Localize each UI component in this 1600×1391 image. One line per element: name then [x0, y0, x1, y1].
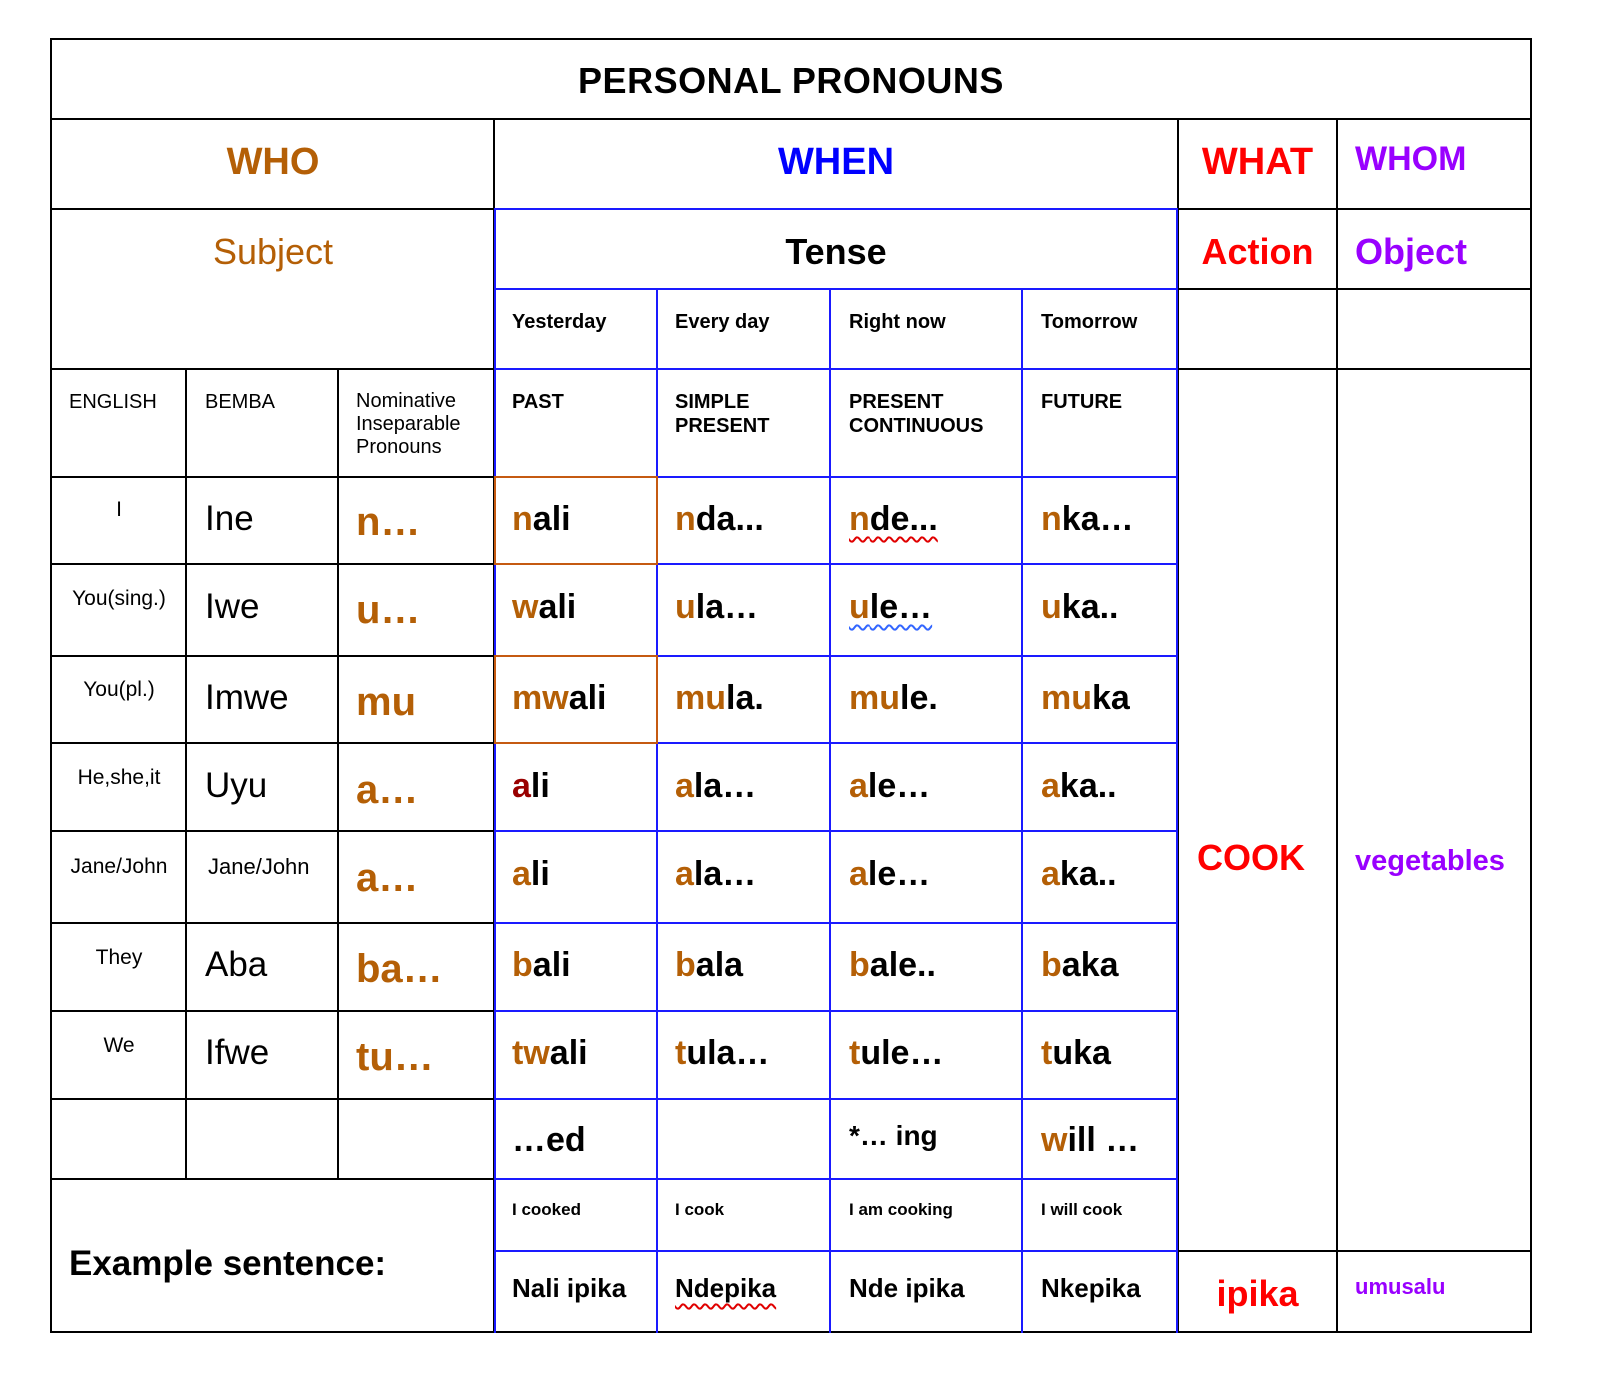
- row-3-cont: mule.: [849, 679, 938, 717]
- highlight-line: [494, 655, 496, 744]
- example-action: ipika: [1216, 1273, 1299, 1314]
- row-3-simple: mula.: [675, 679, 764, 717]
- grid-line: [337, 368, 339, 1180]
- grid-line: [656, 288, 658, 1333]
- example-bemba-simple: Ndepika: [675, 1273, 777, 1303]
- grid-line: [50, 742, 495, 744]
- label-nominative: Nominative Inseparable Pronouns: [356, 390, 461, 458]
- example-object: umusalu: [1355, 1274, 1446, 1299]
- subject-header: Subject: [212, 231, 334, 272]
- example-en-simple: I cook: [675, 1200, 725, 1219]
- highlight-line: [494, 655, 658, 657]
- row-6-past: bali: [512, 946, 571, 984]
- row-1-cont: nde...: [849, 500, 938, 538]
- row-7-pronoun: tu…: [356, 1035, 434, 1079]
- object-value: vegetables: [1355, 845, 1505, 877]
- grid-line: [185, 368, 187, 1180]
- grid-line: [50, 563, 495, 565]
- row-5-past: ali: [512, 855, 550, 893]
- row-4-simple: ala…: [675, 767, 757, 805]
- grid-line: [50, 1178, 495, 1180]
- row-6-cont: bale..: [849, 946, 936, 984]
- example-en-future: I will cook: [1041, 1200, 1123, 1219]
- grid-line: [50, 368, 495, 370]
- grid-line: [494, 922, 1178, 924]
- grid-line: [494, 208, 1178, 210]
- label-english: ENGLISH: [69, 391, 157, 413]
- label-simple-present: SIMPLE PRESENT: [675, 391, 770, 437]
- row-4-future: aka..: [1041, 767, 1117, 805]
- row-1-future: nka…: [1041, 500, 1134, 538]
- row-7-simple: tula…: [675, 1034, 770, 1072]
- grid-line: [50, 830, 495, 832]
- tense-header: Tense: [785, 231, 887, 272]
- grid-line: [50, 1010, 495, 1012]
- row-2-simple: ula…: [675, 588, 759, 626]
- what-header: WHAT: [1201, 141, 1314, 183]
- grid-line: [1178, 288, 1532, 290]
- grid-line: [50, 1331, 1532, 1333]
- time-yesterday: Yesterday: [512, 311, 607, 333]
- grid-line: [829, 288, 831, 1333]
- example-bemba-future: Nkepika: [1041, 1273, 1141, 1303]
- grid-line: [494, 1010, 1178, 1012]
- example-bemba-past: Nali ipika: [512, 1273, 627, 1303]
- row-7-bemba: Ifwe: [205, 1033, 270, 1072]
- highlight-line: [656, 655, 658, 744]
- ending-future: will …: [1041, 1121, 1140, 1159]
- time-every-day: Every day: [675, 311, 770, 333]
- time-right-now: Right now: [849, 311, 946, 333]
- grid-line: [1336, 118, 1338, 1333]
- row-3-pronoun: mu: [356, 680, 416, 724]
- grid-line: [50, 118, 1532, 120]
- row-4-pronoun: a…: [356, 768, 419, 812]
- row-4-past: ali: [512, 767, 550, 805]
- example-bemba-cont: Nde ipika: [849, 1273, 965, 1303]
- action-header: Action: [1201, 231, 1314, 272]
- row-4-cont: ale…: [849, 767, 931, 805]
- row-6-pronoun: ba…: [356, 947, 443, 991]
- grid-line: [494, 208, 496, 1333]
- grid-line: [494, 1178, 1178, 1180]
- row-2-cont: ule…: [849, 588, 933, 626]
- row-1-past: nali: [512, 500, 571, 538]
- row-7-past: twali: [512, 1034, 588, 1072]
- whom-header: WHOM: [1355, 140, 1467, 178]
- label-present-continuous: PRESENT CONTINUOUS: [849, 391, 984, 437]
- grid-line: [494, 1098, 1178, 1100]
- row-4-english: He,she,it: [77, 766, 161, 789]
- row-6-simple: bala: [675, 946, 744, 984]
- grid-line: [494, 830, 1178, 832]
- row-2-past: wali: [512, 588, 577, 626]
- highlight-line: [494, 476, 658, 478]
- highlight-line: [494, 476, 496, 565]
- row-3-english: You(pl.): [83, 678, 155, 701]
- row-5-future: aka..: [1041, 855, 1117, 893]
- action-value: COOK: [1197, 837, 1305, 878]
- example-en-cont: I am cooking: [849, 1200, 953, 1219]
- row-4-bemba: Uyu: [205, 766, 268, 805]
- grid-line: [1530, 38, 1532, 1333]
- highlight-line: [494, 563, 658, 565]
- label-future: FUTURE: [1041, 391, 1123, 413]
- row-6-future: baka: [1041, 946, 1119, 984]
- grid-line: [50, 38, 52, 1333]
- who-header: WHO: [226, 141, 320, 183]
- row-1-bemba: Ine: [205, 499, 254, 538]
- row-5-english: Jane/John: [70, 855, 168, 878]
- grid-line: [1178, 208, 1532, 210]
- table-title: PERSONAL PRONOUNS: [578, 60, 1004, 101]
- row-2-pronoun: u…: [356, 588, 421, 632]
- grid-line: [494, 1250, 1178, 1252]
- grid-line: [50, 38, 1532, 40]
- grid-line: [50, 208, 495, 210]
- grid-line: [1178, 1250, 1532, 1252]
- label-past: PAST: [512, 391, 564, 413]
- grid-line: [494, 288, 1178, 290]
- grid-line: [1176, 208, 1178, 1333]
- row-5-pronoun: a…: [356, 856, 419, 900]
- row-7-future: tuka: [1041, 1034, 1111, 1072]
- grid-line: [494, 368, 1178, 370]
- label-bemba: BEMBA: [205, 391, 276, 413]
- row-2-future: uka..: [1041, 588, 1119, 626]
- row-3-bemba: Imwe: [205, 678, 289, 717]
- row-7-english: We: [103, 1034, 135, 1057]
- example-label: Example sentence:: [69, 1244, 387, 1283]
- row-2-english: You(sing.): [72, 587, 166, 610]
- grid-line: [50, 476, 495, 478]
- row-3-future: muka: [1041, 679, 1130, 717]
- grid-line: [50, 922, 495, 924]
- grid-line: [50, 655, 495, 657]
- row-1-pronoun: n…: [356, 500, 421, 544]
- row-7-cont: tule…: [849, 1034, 944, 1072]
- example-en-past: I cooked: [512, 1200, 581, 1219]
- row-6-english: They: [95, 946, 143, 969]
- object-header: Object: [1355, 231, 1468, 272]
- ending-past: …ed: [512, 1121, 586, 1159]
- ending-cont: *… ing: [849, 1120, 938, 1151]
- grid-line: [1178, 368, 1532, 370]
- highlight-line: [494, 742, 658, 744]
- row-5-bemba: Jane/John: [208, 854, 310, 879]
- time-tomorrow: Tomorrow: [1041, 311, 1138, 333]
- row-2-bemba: Iwe: [205, 587, 260, 626]
- row-5-cont: ale…: [849, 855, 931, 893]
- highlight-line: [656, 476, 658, 565]
- row-6-bemba: Aba: [205, 945, 268, 984]
- row-3-past: mwali: [512, 679, 607, 717]
- grid-line: [50, 1098, 495, 1100]
- row-1-english: I: [116, 498, 122, 521]
- row-1-simple: nda...: [675, 500, 764, 538]
- row-5-simple: ala…: [675, 855, 757, 893]
- grid-line: [1021, 288, 1023, 1333]
- when-header: WHEN: [777, 141, 895, 183]
